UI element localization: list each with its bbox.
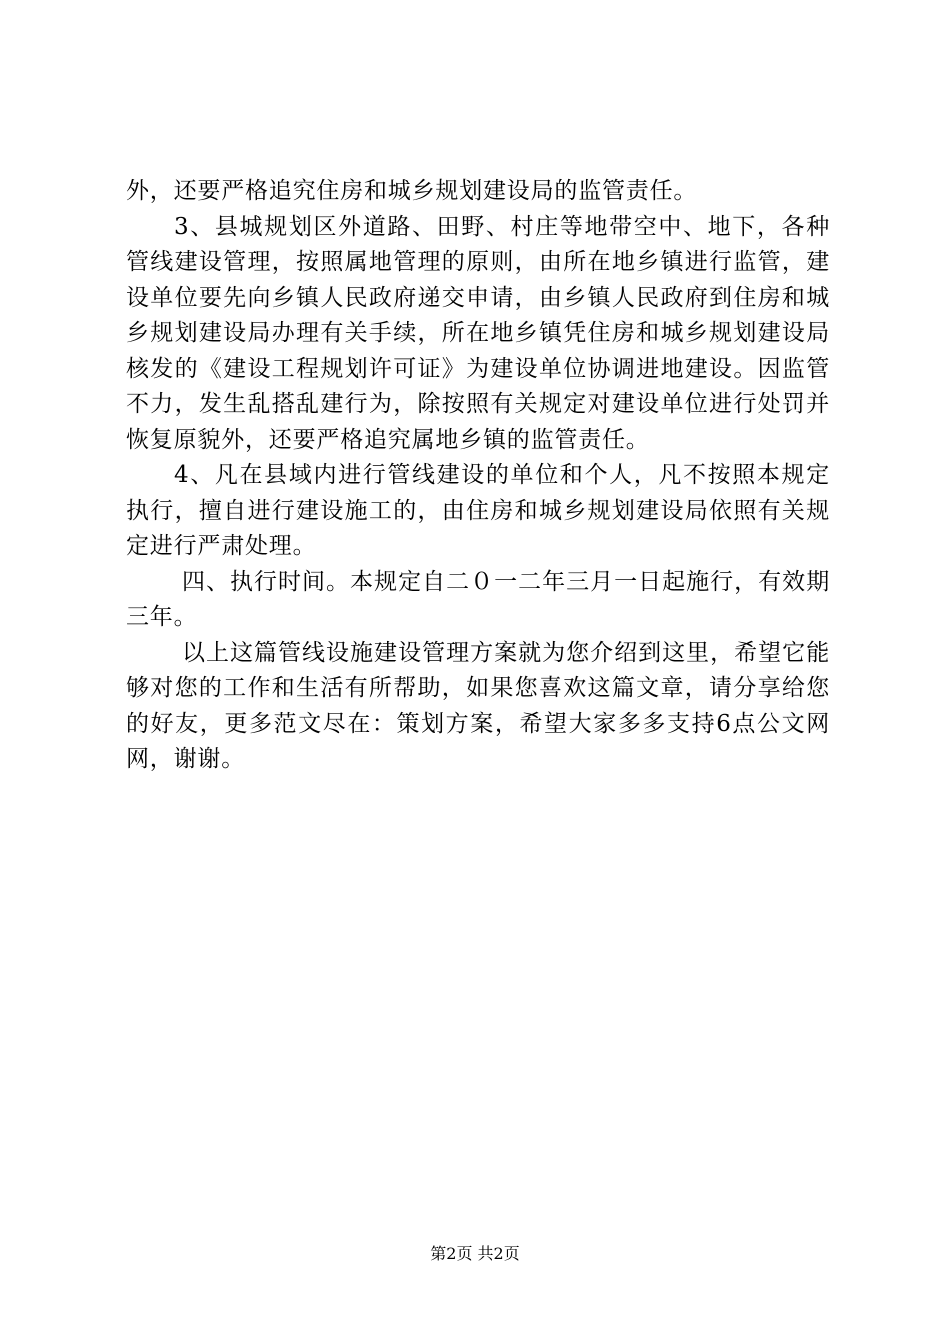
paragraph-closing: 以上这篇管线设施建设管理方案就为您介绍到这里，希望它能够对您的工作和生活有所帮助，如果您喜欢这篇文章，请分享给您的好友，更多范文尽在：策划方案，希望大家多多支持6点公文网网，谢谢。 [126,639,830,772]
paragraph-item-4: 4、凡在县域内进行管线建设的单位和个人，凡不按照本规定执行，擅自进行建设施工的，由住房和城乡规划建设局依照有关规定进行严肃处理。 [126,462,830,559]
paragraph-section-4: 四、执行时间。本规定自二０一二年三月一日起施行，有效期三年。 [126,568,830,630]
document-body [126,174,830,778]
paragraph-continuation: 外，还要严格追究住房和城乡规划建设局的监管责任。 [126,178,698,204]
paragraph-item-3: 3、县城规划区外道路、田野、村庄等地带空中、地下，各种管线建设管理，按照属地管理的原则，由所在地乡镇进行监管，建设单位要先向乡镇人民政府递交申请，由乡镇人民政府到住房和城乡规划建设局办理有关手续，所在地乡镇凭住房和城乡规划建设局核发的《建设工程规划许可证》为建设单位协调进地建设。因监管不力，发生乱搭乱建行为，除按照有关规定对建设单位进行处罚并恢复原貌外，还要严格追究属地乡镇的监管责任。 [126,213,830,453]
page-footer: 第2页 共2页 [430,1244,520,1263]
